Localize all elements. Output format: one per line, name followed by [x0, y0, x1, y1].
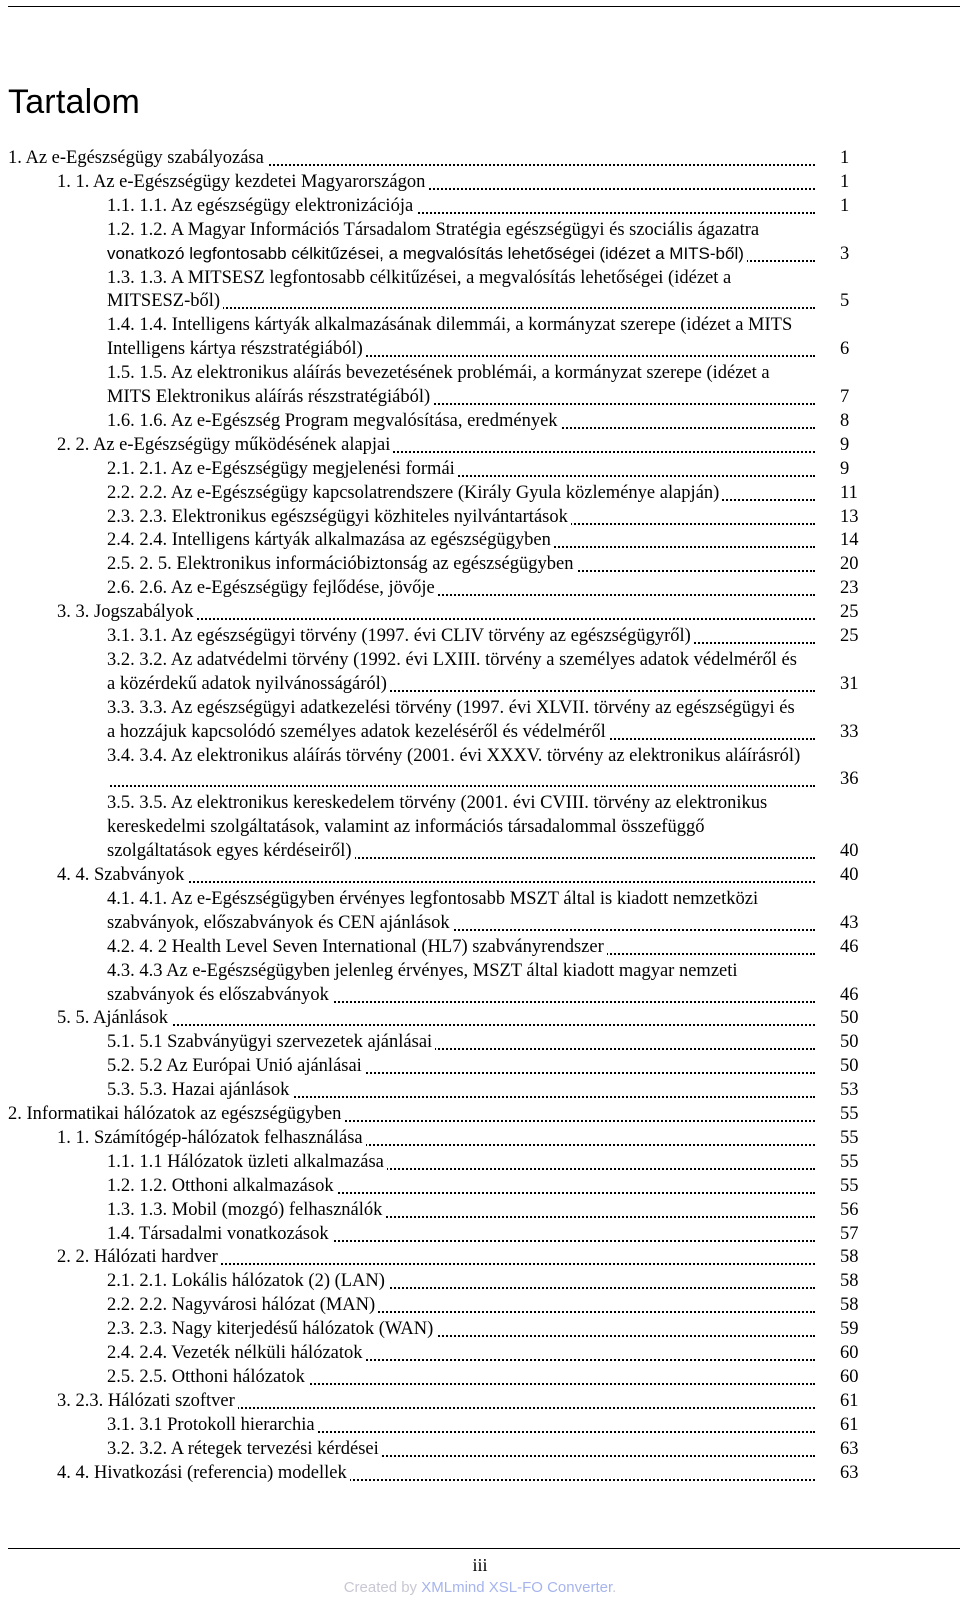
toc-entry-title[interactable]: szolgáltatások egyes kérdéseiről): [107, 841, 355, 861]
toc-page-number[interactable]: 5: [840, 291, 850, 312]
toc-entry-title[interactable]: 5.3. 5.3. Hazai ajánlások: [107, 1080, 292, 1100]
toc-page-number[interactable]: 63: [840, 1462, 859, 1483]
toc-entry-title[interactable]: szabványok, előszabványok és CEN ajánlások: [107, 913, 453, 933]
toc-entry-line: [0, 1174, 960, 1198]
toc-entry-title[interactable]: MITSESZ-ből): [107, 291, 223, 311]
toc-entry-line: [0, 1413, 960, 1437]
toc-entry-title[interactable]: 2. Informatikai hálózatok az egészségügyben: [8, 1104, 344, 1124]
toc-page-number[interactable]: 55: [840, 1175, 859, 1196]
toc-page-number[interactable]: 53: [840, 1080, 859, 1101]
toc-page-number[interactable]: 9: [840, 458, 850, 479]
toc-entry-title[interactable]: 4.3. 4.3 Az e-Egészségügyben jelenleg érvényes, MSZT által kiadott magyar nemzeti: [107, 961, 741, 981]
toc-entry-title[interactable]: kereskedelmi szolgáltatások, valamint az információs társadalommal összefüggő: [107, 817, 707, 837]
toc-entry-title[interactable]: a hozzájuk kapcsolódó személyes adatok kezeléséről és védelméről: [107, 722, 609, 742]
toc-entry-title[interactable]: 2.4. 2.4. Vezeték nélküli hálózatok: [107, 1343, 366, 1363]
toc-entry-title[interactable]: 1.1. 1.1. Az egészségügy elektronizációja: [107, 196, 416, 216]
toc-page-number[interactable]: 36: [840, 769, 859, 790]
toc-page-number[interactable]: 40: [840, 865, 859, 885]
toc-entry-title[interactable]: 3.2. 3.2. A rétegek tervezési kérdései: [107, 1439, 382, 1459]
toc-page-number[interactable]: 20: [840, 554, 859, 575]
toc-entry-line: [0, 1198, 960, 1222]
toc-entry-line: [0, 289, 960, 313]
toc-entry-line: [0, 1245, 960, 1269]
toc-entry-line: [0, 1461, 960, 1485]
toc-entry-line: [0, 361, 960, 385]
dot-leader: [107, 785, 815, 787]
toc-entry-title[interactable]: 1.2. 1.2. Otthoni alkalmazások: [107, 1176, 337, 1196]
toc-entry-title[interactable]: 1.3. 1.3. A MITSESZ legfontosabb célkitűzései, a megvalósítás lehetőségei (idézet a: [107, 268, 734, 288]
toc-entry-title[interactable]: 4.2. 4. 2 Health Level Seven International (HL7) szabványrendszer: [107, 937, 607, 957]
toc-entry-line: [0, 457, 960, 481]
toc-page-number[interactable]: 58: [840, 1247, 859, 1268]
toc-page-number[interactable]: 13: [840, 506, 859, 527]
generator-footer: [0, 1578, 960, 1598]
toc-entry-line: [0, 959, 960, 983]
toc-entry-title[interactable]: vonatkozó legfontosabb célkitűzései, a megvalósítás lehetőségei (idézet a MITS-ből): [107, 244, 747, 263]
toc-page-number[interactable]: 1: [840, 171, 850, 192]
toc-entry-line: [0, 552, 960, 576]
toc-page-number[interactable]: 55: [840, 1127, 859, 1148]
toc-entry-title[interactable]: 2. 2. Az e-Egészségügy működésének alapjai: [57, 435, 393, 455]
toc-page-number[interactable]: 55: [840, 1104, 859, 1124]
toc-entry-title[interactable]: 1. Az e-Egészségügy szabályozása: [8, 148, 267, 168]
toc-entry-line: [0, 839, 960, 863]
toc-entry-title[interactable]: 2.1. 2.1. Az e-Egészségügy megjelenési formái: [107, 459, 458, 479]
toc-page-number[interactable]: 63: [840, 1438, 859, 1459]
toc-entry-title[interactable]: 5. 5. Ajánlások: [57, 1008, 171, 1028]
toc-entry-line: [0, 648, 960, 672]
toc-page-number[interactable]: 33: [840, 721, 859, 742]
toc-page-number[interactable]: 31: [840, 673, 859, 694]
toc-entry-line: [0, 1389, 960, 1413]
toc-entry-line: [0, 1317, 960, 1341]
toc-entry-line: [0, 1078, 960, 1102]
toc-entry-line: [0, 1006, 960, 1030]
toc-entry-line: [0, 624, 960, 648]
toc-page-number[interactable]: 9: [840, 434, 850, 455]
toc-entry-title[interactable]: 2.3. 2.3. Elektronikus egészségügyi közhiteles nyilvántartások: [107, 507, 571, 527]
toc-entry-title[interactable]: 3.1. 3.1 Protokoll hierarchia: [107, 1415, 318, 1435]
toc-entry-line: [0, 576, 960, 600]
toc-page-number[interactable]: 23: [840, 578, 859, 599]
toc-entry-line: [0, 911, 960, 935]
toc-entry-title[interactable]: 3. 3. Jogszabályok: [57, 602, 197, 622]
toc-page-number[interactable]: 1: [840, 148, 850, 168]
toc-entry-line: [0, 935, 960, 959]
toc-entry-title[interactable]: 2.1. 2.1. Lokális hálózatok (2) (LAN): [107, 1271, 388, 1291]
top-rule: [8, 6, 960, 7]
toc-entry-title[interactable]: 1.3. 1.3. Mobil (mozgó) felhasználók: [107, 1200, 385, 1220]
toc-entry-title[interactable]: 5.2. 5.2 Az Európai Unió ajánlásai: [107, 1056, 365, 1076]
toc-entry-title[interactable]: Intelligens kártya részstratégiából): [107, 339, 366, 359]
toc-entry-line: [0, 1150, 960, 1174]
toc-entry-title[interactable]: 2.6. 2.6. Az e-Egészségügy fejlődése, jövője: [107, 578, 438, 598]
toc-entry-line: [0, 1222, 960, 1246]
toc-entry-title[interactable]: 4. 4. Szabványok: [57, 865, 187, 885]
toc-entry-title[interactable]: 2.2. 2.2. Az e-Egészségügy kapcsolatrendszere (Király Gyula közleménye alapján): [107, 483, 722, 503]
toc-entry-title[interactable]: 1.2. 1.2. A Magyar Információs Társadalom Stratégia egészségügyi és szociális ágazatra: [107, 220, 762, 240]
toc-entry-title[interactable]: a közérdekű adatok nyilvánosságáról): [107, 674, 390, 694]
toc-page-number[interactable]: 56: [840, 1199, 859, 1220]
footer-prefix: Created by: [343, 1579, 422, 1596]
toc-entry-title[interactable]: 1.5. 1.5. Az elektronikus aláírás bevezetésének problémái, a kormányzat szerepe (idézet a: [107, 363, 773, 383]
toc-entry-title[interactable]: 2.5. 2.5. Otthoni hálózatok: [107, 1367, 308, 1387]
toc-entry-title[interactable]: 3.5. 3.5. Az elektronikus kereskedelem törvény (2001. évi CVIII. törvény az elektronikus: [107, 793, 770, 813]
toc-entry-line: [0, 1341, 960, 1365]
toc-page-number[interactable]: 11: [840, 482, 858, 503]
toc-entry-line: [0, 505, 960, 529]
toc-page-number[interactable]: 43: [840, 912, 859, 933]
toc-entry-title[interactable]: 3. 2.3. Hálózati szoftver: [57, 1391, 238, 1411]
toc-entry-line: [0, 720, 960, 744]
toc-entry-title[interactable]: 2.2. 2.2. Nagyvárosi hálózat (MAN): [107, 1295, 378, 1315]
toc-page-number[interactable]: 50: [840, 1008, 859, 1029]
toc-entry-title[interactable]: 2. 2. Hálózati hardver: [57, 1247, 221, 1267]
toc-entry-title[interactable]: 1.4. Társadalmi vonatkozások: [107, 1224, 332, 1244]
toc-entry-line: [0, 146, 960, 170]
toc-page-number[interactable]: 8: [840, 410, 850, 431]
toc-entry-line: [0, 266, 960, 290]
toc-entry-title[interactable]: 2.4. 2.4. Intelligens kártyák alkalmazása az egészségügyben: [107, 530, 554, 550]
toc-entry-line: [0, 744, 960, 768]
toc-entry-title[interactable]: 1. 1. Számítógép-hálózatok felhasználása: [57, 1128, 366, 1148]
toc-entry-title[interactable]: 2.5. 2. 5. Elektronikus információbiztonság az egészségügyben: [107, 554, 576, 574]
toc-entry-title[interactable]: 2.3. 2.3. Nagy kiterjedésű hálózatok (WAN): [107, 1319, 436, 1339]
toc-page-number[interactable]: 61: [840, 1390, 859, 1411]
toc-entry-title[interactable]: 4. 4. Hivatkozási (referencia) modellek: [57, 1463, 350, 1483]
toc-entry-title[interactable]: 3.4. 3.4. Az elektronikus aláírás törvény (2001. évi XXXV. törvény az elektronikus aláírásról): [107, 746, 803, 766]
toc-entry-line: [0, 1437, 960, 1461]
toc-entry-line: [0, 863, 960, 887]
toc-entry-line: [0, 218, 960, 242]
toc-page-number[interactable]: 6: [840, 339, 850, 360]
toc-page-number[interactable]: 55: [840, 1151, 859, 1172]
toc-page-number[interactable]: 50: [840, 1056, 859, 1077]
toc-page-number[interactable]: 57: [840, 1223, 859, 1244]
toc-page-number[interactable]: 7: [840, 387, 850, 407]
toc-page-number[interactable]: 61: [840, 1414, 859, 1435]
toc-page-number[interactable]: 60: [840, 1366, 859, 1387]
toc-entry-title[interactable]: [107, 769, 110, 789]
toc-page-number[interactable]: 50: [840, 1032, 859, 1053]
toc-page-number[interactable]: 14: [840, 530, 859, 551]
toc-page-number[interactable]: 58: [840, 1295, 859, 1316]
toc-entry-line: [0, 194, 960, 218]
toc-entry-line: [0, 313, 960, 337]
toc-entry-line: [0, 242, 960, 266]
toc-entry-line: [0, 791, 960, 815]
toc-entry-title[interactable]: 1. 1. Az e-Egészségügy kezdetei Magyarországon: [57, 172, 428, 192]
toc-entry-line: [0, 1102, 960, 1126]
toc-entry-line: [0, 1269, 960, 1293]
toc-entry-title[interactable]: 3.2. 3.2. Az adatvédelmi törvény (1992. évi LXIII. törvény a személyes adatok védelméről és: [107, 650, 800, 670]
toc-entry-line: [0, 815, 960, 839]
toc-entry-line: [0, 1030, 960, 1054]
toc-page-number[interactable]: 25: [840, 626, 859, 646]
toc-entry-line: [0, 1365, 960, 1389]
toc-entry-line: [0, 887, 960, 911]
bottom-rule: [8, 1548, 960, 1549]
page-number: iii: [472, 1555, 488, 1575]
toc-entry-line: [0, 1054, 960, 1078]
toc-entry-title[interactable]: 1.4. 1.4. Intelligens kártyák alkalmazásának dilemmái, a kormányzat szerepe (idézet a MITS: [107, 315, 795, 335]
toc-entry-line: [0, 767, 960, 791]
toc-entry-line: [0, 170, 960, 194]
toc-entry-line: [0, 1293, 960, 1317]
toc-entry-line: [0, 433, 960, 457]
toc-page-number[interactable]: 46: [840, 936, 859, 957]
toc-entry-line: [0, 481, 960, 505]
toc-entry-line: [0, 528, 960, 552]
toc-page-number[interactable]: 40: [840, 841, 859, 862]
toc-entry-line: [0, 337, 960, 361]
footer-suffix: .: [612, 1579, 617, 1596]
toc-page-number[interactable]: 1: [840, 195, 850, 216]
toc-entry-line: [0, 672, 960, 696]
toc-entry-line: [0, 409, 960, 433]
toc-entry-title[interactable]: szabványok és előszabványok: [107, 985, 332, 1005]
footer-brand: XMLmind XSL-FO Converter: [421, 1579, 613, 1596]
page-title: Tartalom: [8, 83, 140, 121]
toc-entry-line: [0, 600, 960, 624]
toc-entry-title[interactable]: 1.1. 1.1 Hálózatok üzleti alkalmazása: [107, 1152, 387, 1172]
toc-page-number[interactable]: 60: [840, 1343, 859, 1363]
toc-page-number[interactable]: 59: [840, 1319, 859, 1340]
toc-entry-title[interactable]: 4.1. 4.1. Az e-Egészségügyben érvényes legfontosabb MSZT által is kiadott nemzetközi: [107, 889, 761, 909]
toc-entry-line: [0, 696, 960, 720]
toc-entry-line: [0, 983, 960, 1007]
toc-page-number[interactable]: 58: [840, 1271, 859, 1292]
toc-entry-title[interactable]: 1.6. 1.6. Az e-Egészség Program megvalósítása, eredmények: [107, 411, 561, 431]
toc-page-number[interactable]: 3: [840, 243, 850, 264]
toc-entry-title[interactable]: 5.1. 5.1 Szabványügyi szervezetek ajánlásai: [107, 1032, 435, 1052]
toc-page-number[interactable]: 46: [840, 984, 859, 1005]
toc-entry-title[interactable]: 3.3. 3.3. Az egészségügyi adatkezelési törvény (1997. évi XLVII. törvény az egészségügyi és: [107, 698, 798, 718]
toc-page-number[interactable]: 25: [840, 602, 859, 623]
toc-entry-title[interactable]: 3.1. 3.1. Az egészségügyi törvény (1997. évi CLIV törvény az egészségügyről): [107, 626, 694, 646]
toc-entry-line: [0, 1126, 960, 1150]
toc-entry-line: [0, 385, 960, 409]
toc-entry-title[interactable]: MITS Elektronikus aláírás részstratégiából): [107, 387, 433, 407]
